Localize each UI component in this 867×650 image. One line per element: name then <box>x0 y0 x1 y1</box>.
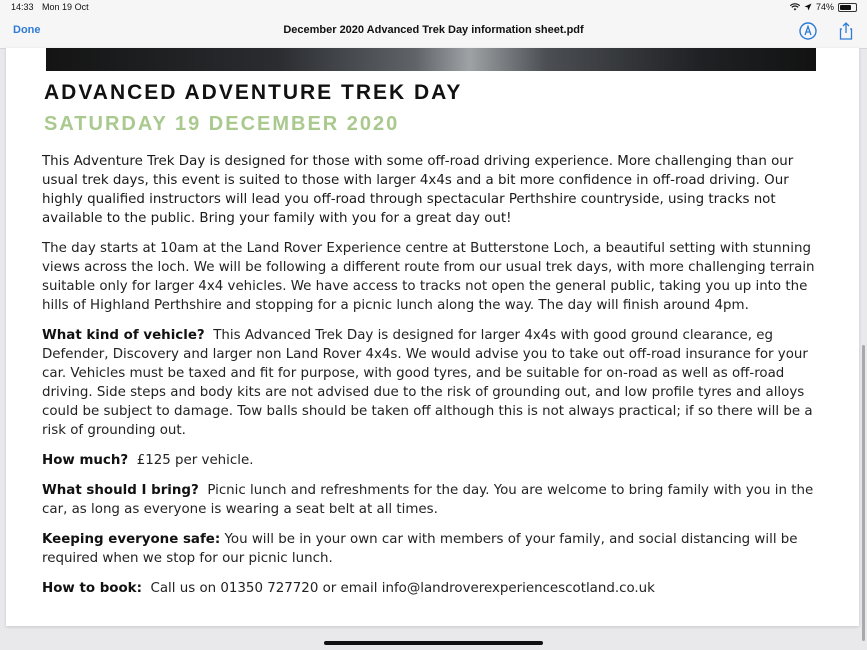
status-date: Mon 19 Oct <box>42 2 89 12</box>
booking-section <box>42 579 822 598</box>
vehicle-label: What kind of vehicle? <box>42 328 205 343</box>
price-text: £125 per vehicle. <box>136 453 254 468</box>
day-details-paragraph: The day starts at 10am at the Land Rover Experience centre at Butterstone Loch, a beautiful setting with stunning views across the loch. We will be following a different route from our usual trek days, with more challenging terrain suitable only for larger 4x4 vehicles. We have access to tracks not open the general public, taking you up into the hills of Highland Perthshire and stopping for a picnic lunch along the way. The day will finish around 4pm. <box>42 241 815 313</box>
toolbar <box>0 14 867 49</box>
pdf-page[interactable] <box>6 48 859 626</box>
status-time: 14:33 <box>11 2 34 12</box>
home-indicator[interactable] <box>324 641 543 645</box>
battery-level <box>840 5 851 10</box>
wifi-icon <box>790 3 800 11</box>
document-title: December 2020 Advanced Trek Day information sheet.pdf <box>283 24 584 36</box>
document-heading: ADVANCED ADVENTURE TREK DAY <box>44 81 463 104</box>
event-date-heading: SATURDAY 19 DECEMBER 2020 <box>44 113 400 135</box>
header-photo <box>46 48 816 71</box>
booking-text: Call us on 01350 727720 or email info@landroverexperiencescotland.co.uk <box>150 581 655 596</box>
bring-section <box>42 481 822 519</box>
safety-section <box>42 530 822 568</box>
markup-icon[interactable] <box>798 21 818 41</box>
intro-paragraph: This Adventure Trek Day is designed for those with some off-road driving experience. More challenging than our usual trek days, this event is suited to those with larger 4x4s and a bit more confidence in off-road driving. Our highly qualified instructors will lead you off-road through spectacular Perthshire countryside, using tracks not available to the public. Bring your family with you for a great day out! <box>42 154 794 226</box>
bring-text: Picnic lunch and refreshments for the day. You are welcome to bring family with you in the car, as long as everyone is wearing a seat belt at all times. <box>42 483 814 517</box>
bring-label: What should I bring? <box>42 483 199 498</box>
safety-label: Keeping everyone safe: <box>42 532 221 547</box>
vehicle-text: This Advanced Trek Day is designed for larger 4x4s with good ground clearance, eg Defender, Discovery and larger non Land Rover 4x4s. We would advise you to take out off-road insurance for your car. Vehicles must be taxed and fit for purpose, with good tyres, and be suitable for on-road as well as off-road driving. Side steps and body kits are not advised due to the risk of grounding out, and low profile tyres and alloys could be subject to damage. Tow balls should be taken off although this is not always practical; if so there will be a risk of grounding out. <box>42 328 813 438</box>
price-section <box>42 451 822 470</box>
scrollbar[interactable] <box>862 345 865 641</box>
status-bar <box>0 0 867 14</box>
share-icon[interactable] <box>836 21 856 41</box>
booking-label: How to book: <box>42 581 142 596</box>
done-button[interactable]: Done <box>13 24 41 36</box>
location-icon <box>804 3 812 11</box>
battery-icon <box>838 3 857 12</box>
document-body <box>42 152 822 609</box>
price-label: How much? <box>42 453 129 468</box>
vehicle-section <box>42 326 822 440</box>
safety-text: You will be in your own car with members of your family, and social distancing will be required when we stop for our picnic lunch. <box>42 532 798 566</box>
battery-percent: 74% <box>815 2 834 12</box>
